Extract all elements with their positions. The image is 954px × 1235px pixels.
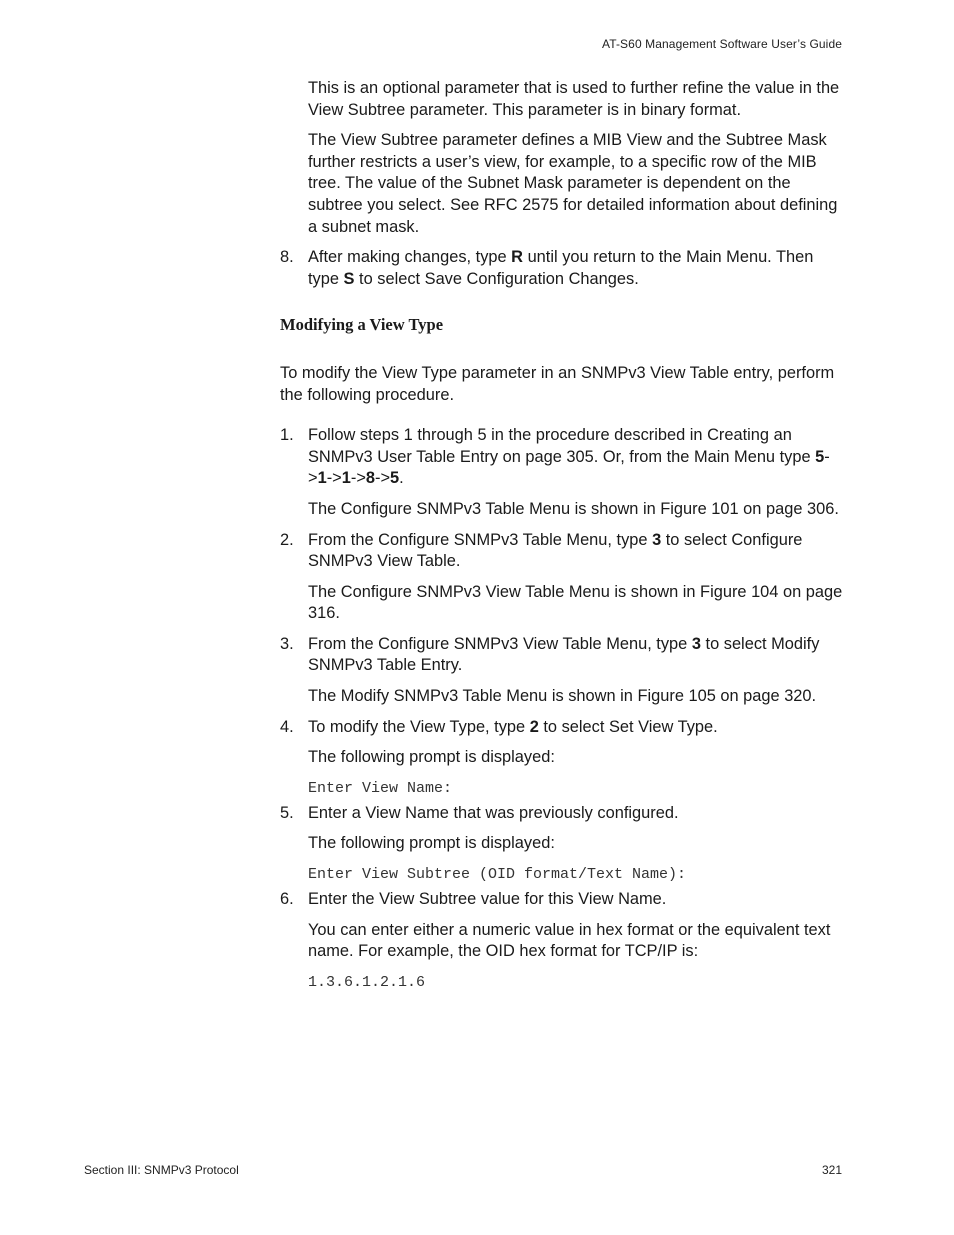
step-2-note: The Configure SNMPv3 View Table Menu is shown in Figure 104 on page 316. <box>308 582 843 623</box>
prompt-code: Enter View Subtree (OID format/Text Name): <box>308 866 687 884</box>
step-number: 5. <box>280 803 294 822</box>
footer-section: Section III: SNMPv3 Protocol <box>84 1163 239 1177</box>
step-3-note: The Modify SNMPv3 Table Menu is shown in Figure 105 on page 320. <box>308 687 817 706</box>
step-number: 6. <box>280 890 294 909</box>
step-8: 8. After making changes, type R until you return to the Main Menu. Then type S to select Save Configuration Changes. <box>280 248 814 288</box>
oid-example-code: 1.3.6.1.2.1.6 <box>308 973 426 991</box>
prompt-code: Enter View Name: <box>308 779 453 797</box>
section-intro: To modify the View Type parameter in an SNMPv3 View Table entry, perform the following procedure. <box>280 363 835 404</box>
step-6: 6. Enter the View Subtree value for this View Name. <box>280 889 846 911</box>
step-number: 2. <box>280 530 294 549</box>
page-content <box>280 78 846 997</box>
step-2: 2. From the Configure SNMPv3 Table Menu, type 3 to select Configure SNMPv3 View Table. <box>280 530 803 571</box>
step-number: 1. <box>280 426 294 445</box>
step-4: 4. To modify the View Type, type 2 to select Set View Type. <box>280 717 846 739</box>
paragraph-subtree-mask: This is an optional parameter that is used to further refine the value in the View Subtree parameter. This parameter is in binary format. <box>308 79 840 119</box>
step-5-note: The following prompt is displayed: <box>308 834 555 853</box>
section-heading: Modifying a View Type <box>280 315 444 335</box>
step-1: 1. Follow steps 1 through 5 in the procedure described in Creating an SNMPv3 User Table Entry on page 305. Or, from the Main Menu type 5->1->1->8->5. <box>280 426 830 488</box>
step-1-note: The Configure SNMPv3 Table Menu is shown in Figure 101 on page 306. <box>308 499 839 518</box>
step-number: 3. <box>280 634 294 653</box>
step-3: 3. From the Configure SNMPv3 View Table Menu, type 3 to select Modify SNMPv3 Table Entry. <box>280 634 820 675</box>
step-number: 8. <box>280 248 294 267</box>
step-6-note: You can enter either a numeric value in hex format or the equivalent text name. For example, the OID hex format for TCP/IP is: <box>308 920 831 961</box>
running-header: AT-S60 Management Software User’s Guide <box>601 37 842 51</box>
step-number: 4. <box>280 717 294 736</box>
page-number: 321 <box>821 1163 842 1177</box>
paragraph-view-subtree: The View Subtree parameter defines a MIB View and the Subtree Mask further restricts a user’s view, for example, to a specific row of the MIB tree. The value of the Subnet Mask parameter is dependent on the subtree you select. See RFC 2575 for detailed information about defining a subnet mask. <box>308 131 838 236</box>
step-5: 5. Enter a View Name that was previously configured. <box>280 803 846 825</box>
step-4-note: The following prompt is displayed: <box>308 748 555 767</box>
